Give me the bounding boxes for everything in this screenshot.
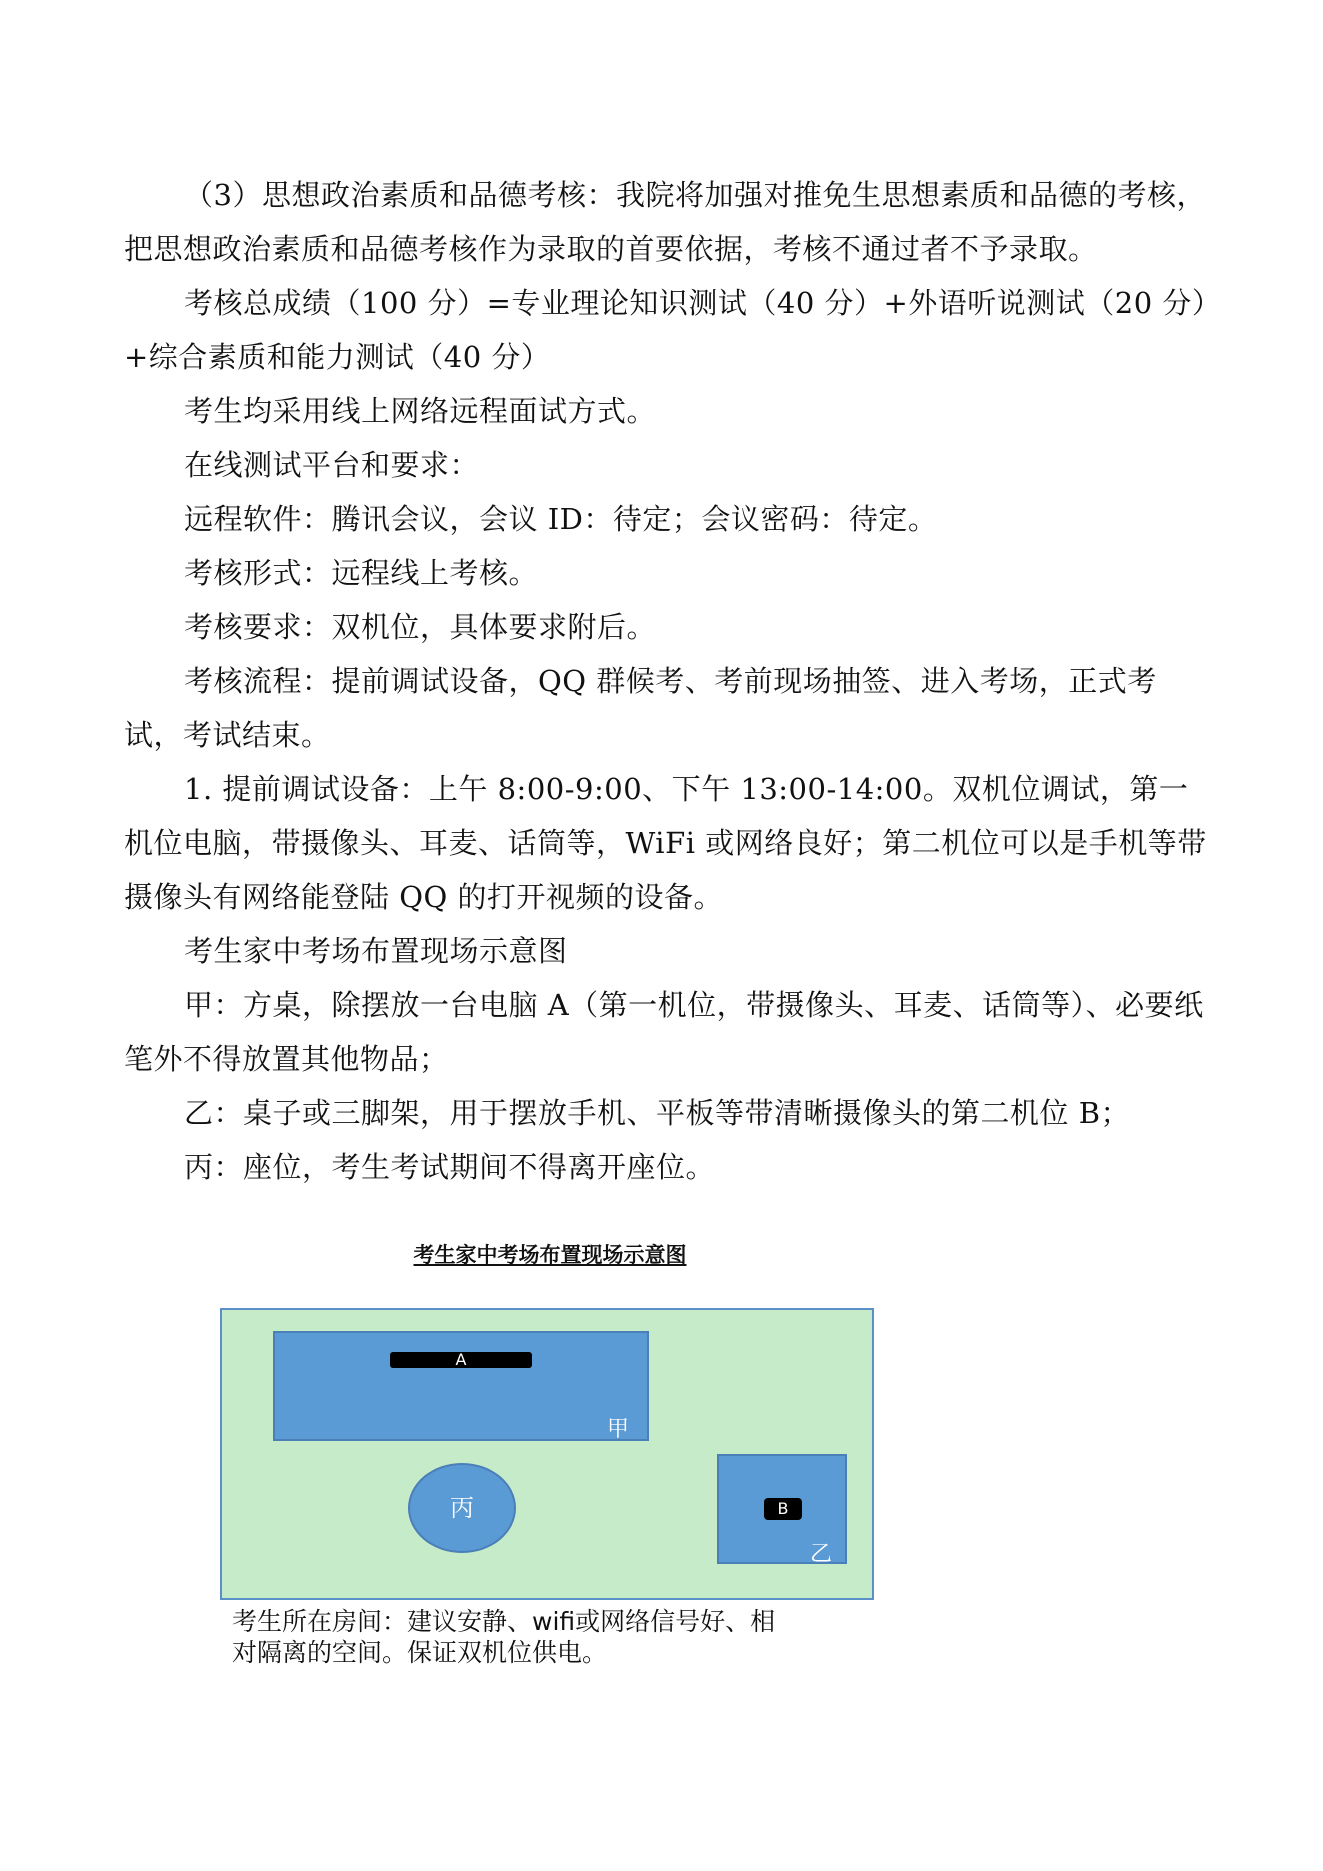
paragraph-assessment-process: 考核流程：提前调试设备，QQ 群候考、考前现场抽签、进入考场，正式考试，考试结束。 bbox=[124, 664, 1157, 752]
diagram-title: 考生家中考场布置现场示意图 bbox=[413, 1242, 687, 1267]
computer-a-device: A bbox=[390, 1352, 532, 1368]
paragraph-total-score: 考核总成绩（100 分）=专业理论知识测试（40 分）+外语听说测试（20 分）+综合素质和能力测试（40 分） bbox=[124, 286, 1207, 374]
desk-jia bbox=[273, 1331, 649, 1441]
paragraph-online-interview: 考生均采用线上网络远程面试方式。 bbox=[184, 394, 657, 428]
paragraph-assessment-requirement: 考核要求：双机位，具体要求附后。 bbox=[184, 610, 657, 644]
caption-line-2: 对隔离的空间。保证双机位供电。 bbox=[232, 1638, 608, 1667]
paragraph-seat-bing: 丙：座位，考生考试期间不得离开座位。 bbox=[184, 1150, 716, 1184]
paragraph-ideology-assessment: （3）思想政治素质和品德考核：我院将加强对推免生思想素质和品德的考核，把思想政治素质和品德考核作为录取的首要依据，考核不通过者不予录取。 bbox=[124, 178, 1206, 266]
paragraph-platform-heading: 在线测试平台和要求： bbox=[184, 448, 480, 482]
paragraph-device-debugging: 1. 提前调试设备：上午 8:00-9:00、下午 13:00-14:00。双机位调试，第一机位电脑，带摄像头、耳麦、话筒等，WiFi 或网络良好；第二机位可以是手机等带摄像头有网络能登陆 QQ 的打开视频的设备。 bbox=[124, 772, 1207, 914]
desk-jia-label: 甲 bbox=[607, 1417, 630, 1442]
stand-yi-label: 乙 bbox=[810, 1542, 833, 1567]
paragraph-stand-yi: 乙：桌子或三脚架，用于摆放手机、平板等带清晰摄像头的第二机位 B； bbox=[184, 1096, 1131, 1130]
paragraph-assessment-form: 考核形式：远程线上考核。 bbox=[184, 556, 539, 590]
camera-b-device: B bbox=[764, 1498, 802, 1520]
diagram-caption bbox=[232, 1606, 872, 1668]
paragraph-diagram-heading: 考生家中考场布置现场示意图 bbox=[184, 934, 568, 968]
paragraph-remote-software: 远程软件：腾讯会议，会议 ID：待定；会议密码：待定。 bbox=[184, 502, 938, 536]
body-text bbox=[124, 168, 1214, 1194]
seat-bing: 丙 bbox=[408, 1463, 516, 1553]
caption-line-1: 考生所在房间：建议安静、wifi或网络信号好、相 bbox=[232, 1607, 776, 1636]
paragraph-desk-jia: 甲：方桌，除摆放一台电脑 A（第一机位，带摄像头、耳麦、话筒等）、必要纸笔外不得放置其他物品； bbox=[124, 988, 1204, 1076]
